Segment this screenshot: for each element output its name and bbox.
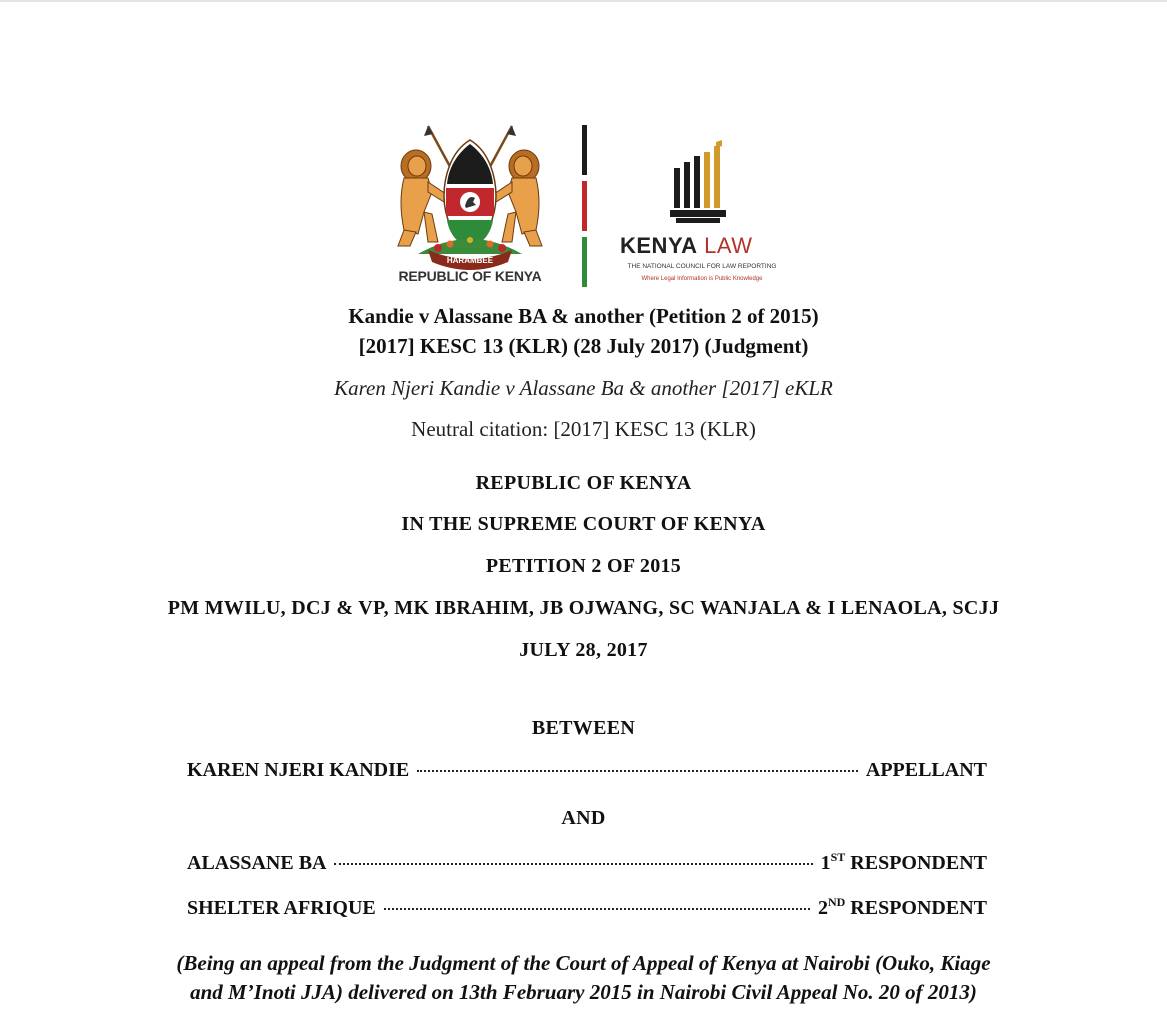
respondent-1-ordinal: ST (830, 850, 846, 864)
respondent-1-name: ALASSANE BA (187, 852, 327, 874)
case-title-line-1: Kandie v Alassane BA & another (Petition 2 of 2015) (348, 304, 819, 328)
neutral-citation: Neutral citation: [2017] KESC 13 (KLR) (411, 417, 756, 441)
appellant-role: APPELLANT (865, 759, 987, 781)
appeal-note-line-1: (Being an appeal from the Judgment of the Court of Appeal of Kenya at Nairobi (Ouko, Kiage (176, 951, 991, 975)
petition-heading: PETITION 2 OF 2015 (485, 555, 682, 577)
between-label: BETWEEN (531, 717, 636, 739)
court-heading: IN THE SUPREME COURT OF KENYA (401, 513, 766, 535)
svg-text:HARAMBEE: HARAMBEE (446, 256, 494, 265)
respondent-2-row (187, 895, 987, 923)
respondent-2-ordinal: ND (827, 895, 846, 909)
appellant-name: KAREN NJERI KANDIE (187, 759, 410, 781)
respondent-2-role (818, 895, 987, 920)
respondent-1-role (821, 850, 987, 875)
appeal-note-line-2: and M’Inoti JJA) delivered on 13th February 2015 in Nairobi Civil Appeal No. 20 of 2013) (190, 980, 977, 1004)
respondent-1-number: 1 (820, 852, 831, 874)
kenya-law-wordmark (620, 233, 752, 259)
leader-dots (334, 863, 812, 865)
kenya-law-tagline: Where Legal Information is Public Knowledge (641, 276, 763, 282)
kenya-law-word-law: LAW (704, 233, 753, 258)
kenya-law-subtitle: THE NATIONAL COUNCIL FOR LAW REPORTING (627, 263, 777, 270)
kenya-law-building-icon (666, 140, 736, 226)
and-label: AND (561, 807, 606, 829)
case-title-line-2: [2017] KESC 13 (KLR) (28 July 2017) (Judgment) (358, 334, 809, 358)
header-logos (388, 122, 788, 292)
republic-heading: REPUBLIC OF KENYA (475, 472, 692, 494)
respondent-1-row (187, 850, 987, 878)
respondent-1-label: RESPONDENT (850, 852, 987, 874)
date-heading: JULY 28, 2017 (519, 639, 648, 661)
respondent-2-name: SHELTER AFRIQUE (187, 897, 376, 919)
appellant-row (187, 759, 987, 787)
kenya-coat-of-arms-icon (388, 122, 552, 272)
flag-divider (582, 125, 588, 287)
leader-dots (384, 908, 810, 910)
alternative-citation: Karen Njeri Kandie v Alassane Ba & another [2017] eKLR (334, 376, 833, 400)
respondent-2-number: 2 (817, 897, 828, 919)
kenya-law-word-kenya: KENYA (620, 233, 698, 258)
leader-dots (417, 770, 858, 772)
appeal-note (0, 949, 1167, 1007)
coat-of-arms-caption: REPUBLIC OF KENYA (398, 268, 542, 284)
respondent-2-label: RESPONDENT (850, 897, 987, 919)
judges-heading: PM MWILU, DCJ & VP, MK IBRAHIM, JB OJWANG, SC WANJALA & I LENAOLA, SCJJ (167, 597, 1000, 619)
